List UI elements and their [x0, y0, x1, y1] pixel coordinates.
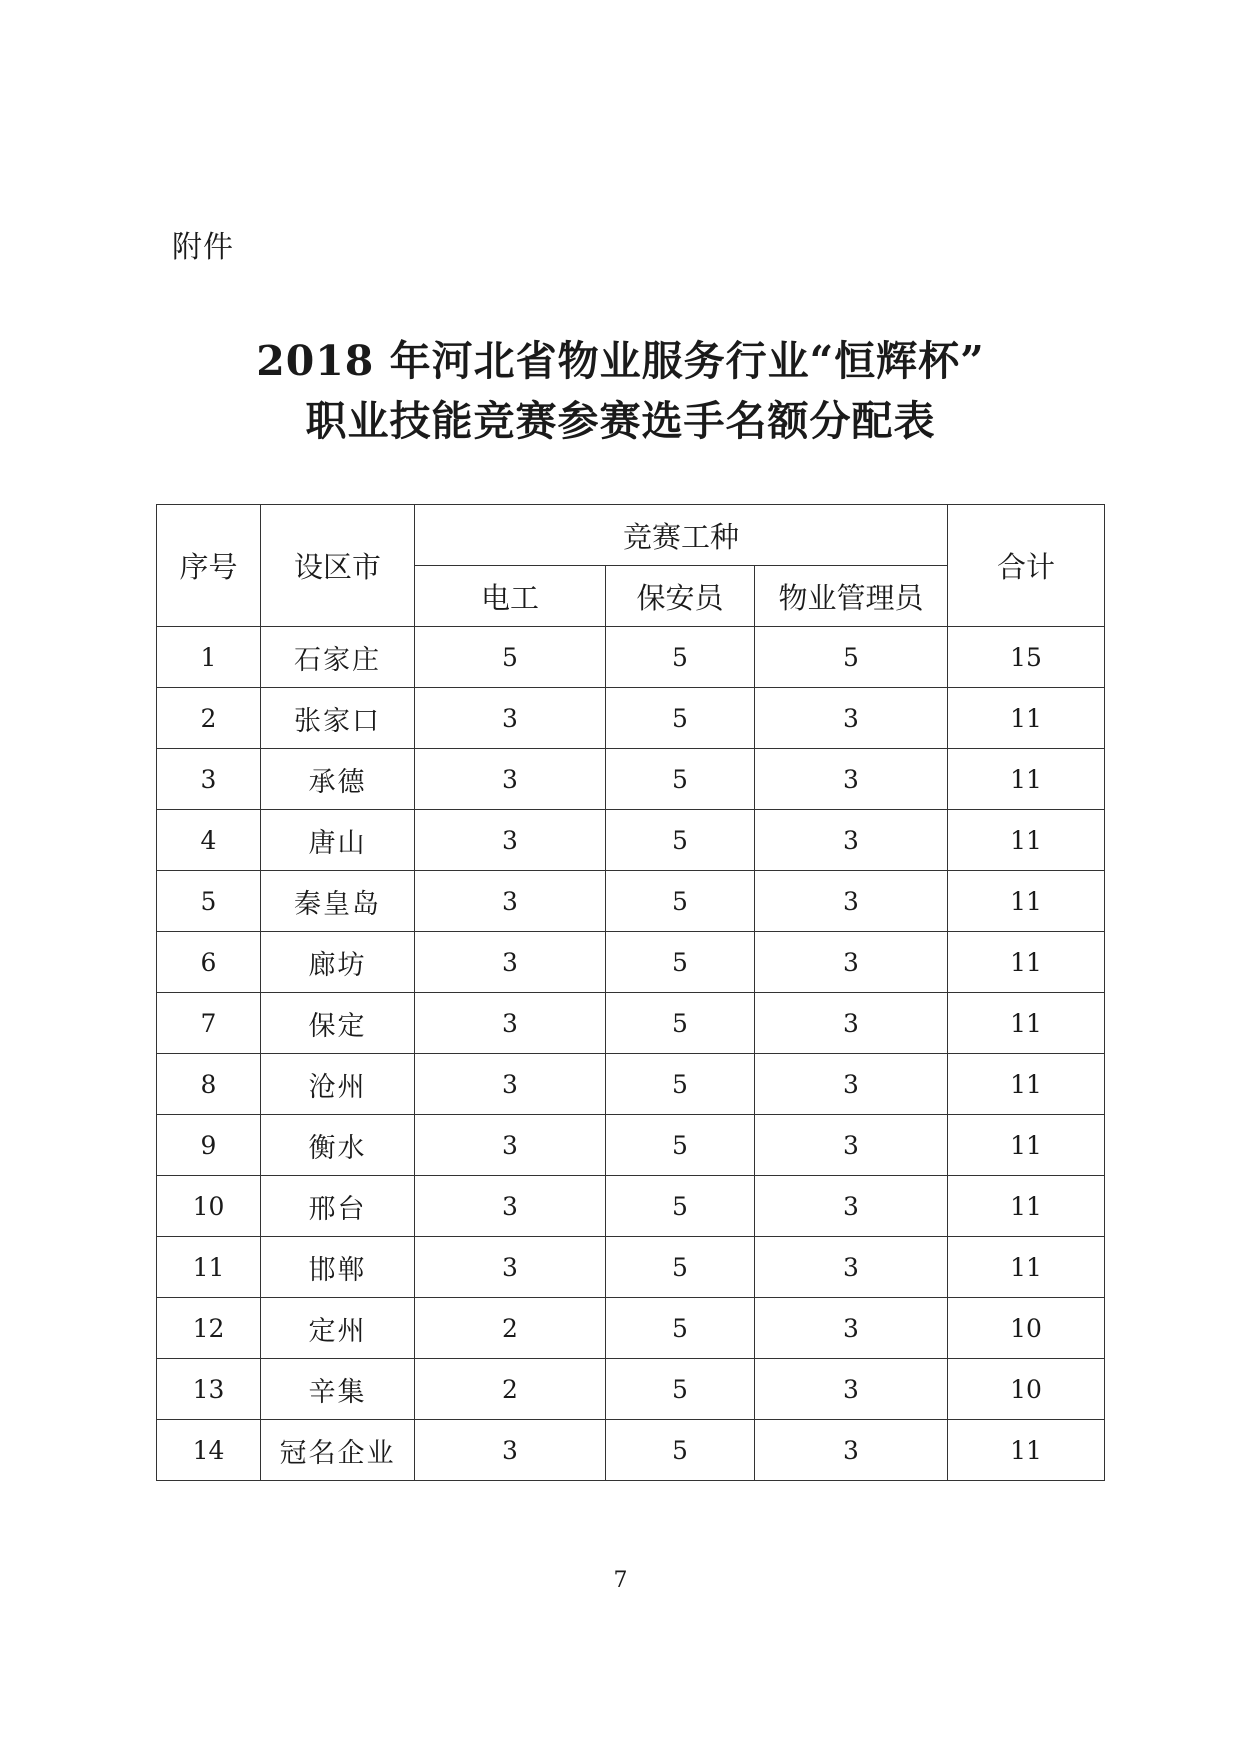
- cell-security-guard: 5: [606, 1176, 755, 1237]
- cell-city: 秦皇岛: [261, 871, 415, 932]
- cell-property-manager: 3: [755, 1298, 948, 1359]
- cell-security-guard: 5: [606, 932, 755, 993]
- cell-electrician: 3: [415, 810, 606, 871]
- table-row: [157, 1420, 1105, 1481]
- cell-property-manager: 3: [755, 688, 948, 749]
- cell-seq: 4: [157, 810, 261, 871]
- cell-total: 11: [948, 1420, 1105, 1481]
- cell-seq: 2: [157, 688, 261, 749]
- cell-security-guard: 5: [606, 1237, 755, 1298]
- cell-security-guard: 5: [606, 993, 755, 1054]
- cell-city: 张家口: [261, 688, 415, 749]
- header-electrician: 电工: [415, 566, 606, 627]
- cell-electrician: 3: [415, 1176, 606, 1237]
- cell-total: 15: [948, 627, 1105, 688]
- cell-property-manager: 3: [755, 749, 948, 810]
- cell-electrician: 3: [415, 1420, 606, 1481]
- cell-total: 11: [948, 993, 1105, 1054]
- cell-seq: 11: [157, 1237, 261, 1298]
- table-row: [157, 932, 1105, 993]
- table-row: [157, 1298, 1105, 1359]
- cell-security-guard: 5: [606, 871, 755, 932]
- cell-total: 11: [948, 1115, 1105, 1176]
- cell-total: 11: [948, 1054, 1105, 1115]
- cell-city: 石家庄: [261, 627, 415, 688]
- cell-total: 10: [948, 1359, 1105, 1420]
- table-row: [157, 1054, 1105, 1115]
- table-row: [157, 993, 1105, 1054]
- document-title-line2: 职业技能竞赛参赛选手名额分配表: [305, 397, 936, 445]
- cell-property-manager: 5: [755, 627, 948, 688]
- cell-seq: 5: [157, 871, 261, 932]
- cell-property-manager: 3: [755, 932, 948, 993]
- cell-seq: 7: [157, 993, 261, 1054]
- cell-property-manager: 3: [755, 1359, 948, 1420]
- cell-seq: 9: [157, 1115, 261, 1176]
- cell-city: 定州: [261, 1298, 415, 1359]
- header-competition-types: 竞赛工种: [415, 505, 948, 566]
- header-seq: 序号: [157, 505, 261, 627]
- cell-property-manager: 3: [755, 1115, 948, 1176]
- cell-electrician: 3: [415, 1054, 606, 1115]
- header-property-manager: 物业管理员: [755, 566, 948, 627]
- cell-seq: 10: [157, 1176, 261, 1237]
- cell-electrician: 2: [415, 1298, 606, 1359]
- cell-city: 邯郸: [261, 1237, 415, 1298]
- cell-security-guard: 5: [606, 1420, 755, 1481]
- cell-security-guard: 5: [606, 1054, 755, 1115]
- cell-seq: 3: [157, 749, 261, 810]
- quota-allocation-table: [156, 504, 1105, 1481]
- cell-property-manager: 3: [755, 1176, 948, 1237]
- cell-city: 承德: [261, 749, 415, 810]
- cell-seq: 6: [157, 932, 261, 993]
- cell-electrician: 3: [415, 749, 606, 810]
- cell-security-guard: 5: [606, 1115, 755, 1176]
- cell-total: 11: [948, 871, 1105, 932]
- cell-total: 11: [948, 932, 1105, 993]
- cell-city: 沧州: [261, 1054, 415, 1115]
- table-row: [157, 688, 1105, 749]
- cell-property-manager: 3: [755, 1054, 948, 1115]
- document-title-line1: 2018 年河北省物业服务行业“恒辉杯”: [256, 337, 985, 385]
- cell-city: 冠名企业: [261, 1420, 415, 1481]
- table-row: [157, 749, 1105, 810]
- cell-total: 11: [948, 1176, 1105, 1237]
- cell-seq: 14: [157, 1420, 261, 1481]
- cell-city: 衡水: [261, 1115, 415, 1176]
- cell-total: 11: [948, 688, 1105, 749]
- cell-security-guard: 5: [606, 1359, 755, 1420]
- attachment-label: 附件: [172, 230, 234, 265]
- table-row: [157, 1176, 1105, 1237]
- table-row: [157, 871, 1105, 932]
- cell-city: 辛集: [261, 1359, 415, 1420]
- cell-electrician: 2: [415, 1359, 606, 1420]
- table-row: [157, 810, 1105, 871]
- header-city: 设区市: [261, 505, 415, 627]
- cell-electrician: 3: [415, 932, 606, 993]
- table-body: [157, 627, 1105, 1481]
- cell-seq: 8: [157, 1054, 261, 1115]
- cell-security-guard: 5: [606, 688, 755, 749]
- cell-security-guard: 5: [606, 810, 755, 871]
- cell-electrician: 5: [415, 627, 606, 688]
- header-total: 合计: [948, 505, 1105, 627]
- cell-seq: 13: [157, 1359, 261, 1420]
- cell-seq: 12: [157, 1298, 261, 1359]
- cell-property-manager: 3: [755, 1420, 948, 1481]
- cell-security-guard: 5: [606, 1298, 755, 1359]
- page-number: 7: [613, 1568, 628, 1593]
- cell-electrician: 3: [415, 688, 606, 749]
- cell-electrician: 3: [415, 1115, 606, 1176]
- cell-total: 11: [948, 749, 1105, 810]
- table-row: [157, 1359, 1105, 1420]
- cell-city: 保定: [261, 993, 415, 1054]
- cell-city: 唐山: [261, 810, 415, 871]
- cell-city: 邢台: [261, 1176, 415, 1237]
- cell-property-manager: 3: [755, 1237, 948, 1298]
- header-security-guard: 保安员: [606, 566, 755, 627]
- cell-total: 10: [948, 1298, 1105, 1359]
- cell-total: 11: [948, 810, 1105, 871]
- cell-property-manager: 3: [755, 871, 948, 932]
- cell-property-manager: 3: [755, 810, 948, 871]
- cell-security-guard: 5: [606, 627, 755, 688]
- cell-city: 廊坊: [261, 932, 415, 993]
- cell-total: 11: [948, 1237, 1105, 1298]
- table-row: [157, 1237, 1105, 1298]
- cell-electrician: 3: [415, 871, 606, 932]
- table-row: [157, 627, 1105, 688]
- table-row: [157, 1115, 1105, 1176]
- cell-electrician: 3: [415, 993, 606, 1054]
- cell-security-guard: 5: [606, 749, 755, 810]
- cell-electrician: 3: [415, 1237, 606, 1298]
- cell-seq: 1: [157, 627, 261, 688]
- cell-property-manager: 3: [755, 993, 948, 1054]
